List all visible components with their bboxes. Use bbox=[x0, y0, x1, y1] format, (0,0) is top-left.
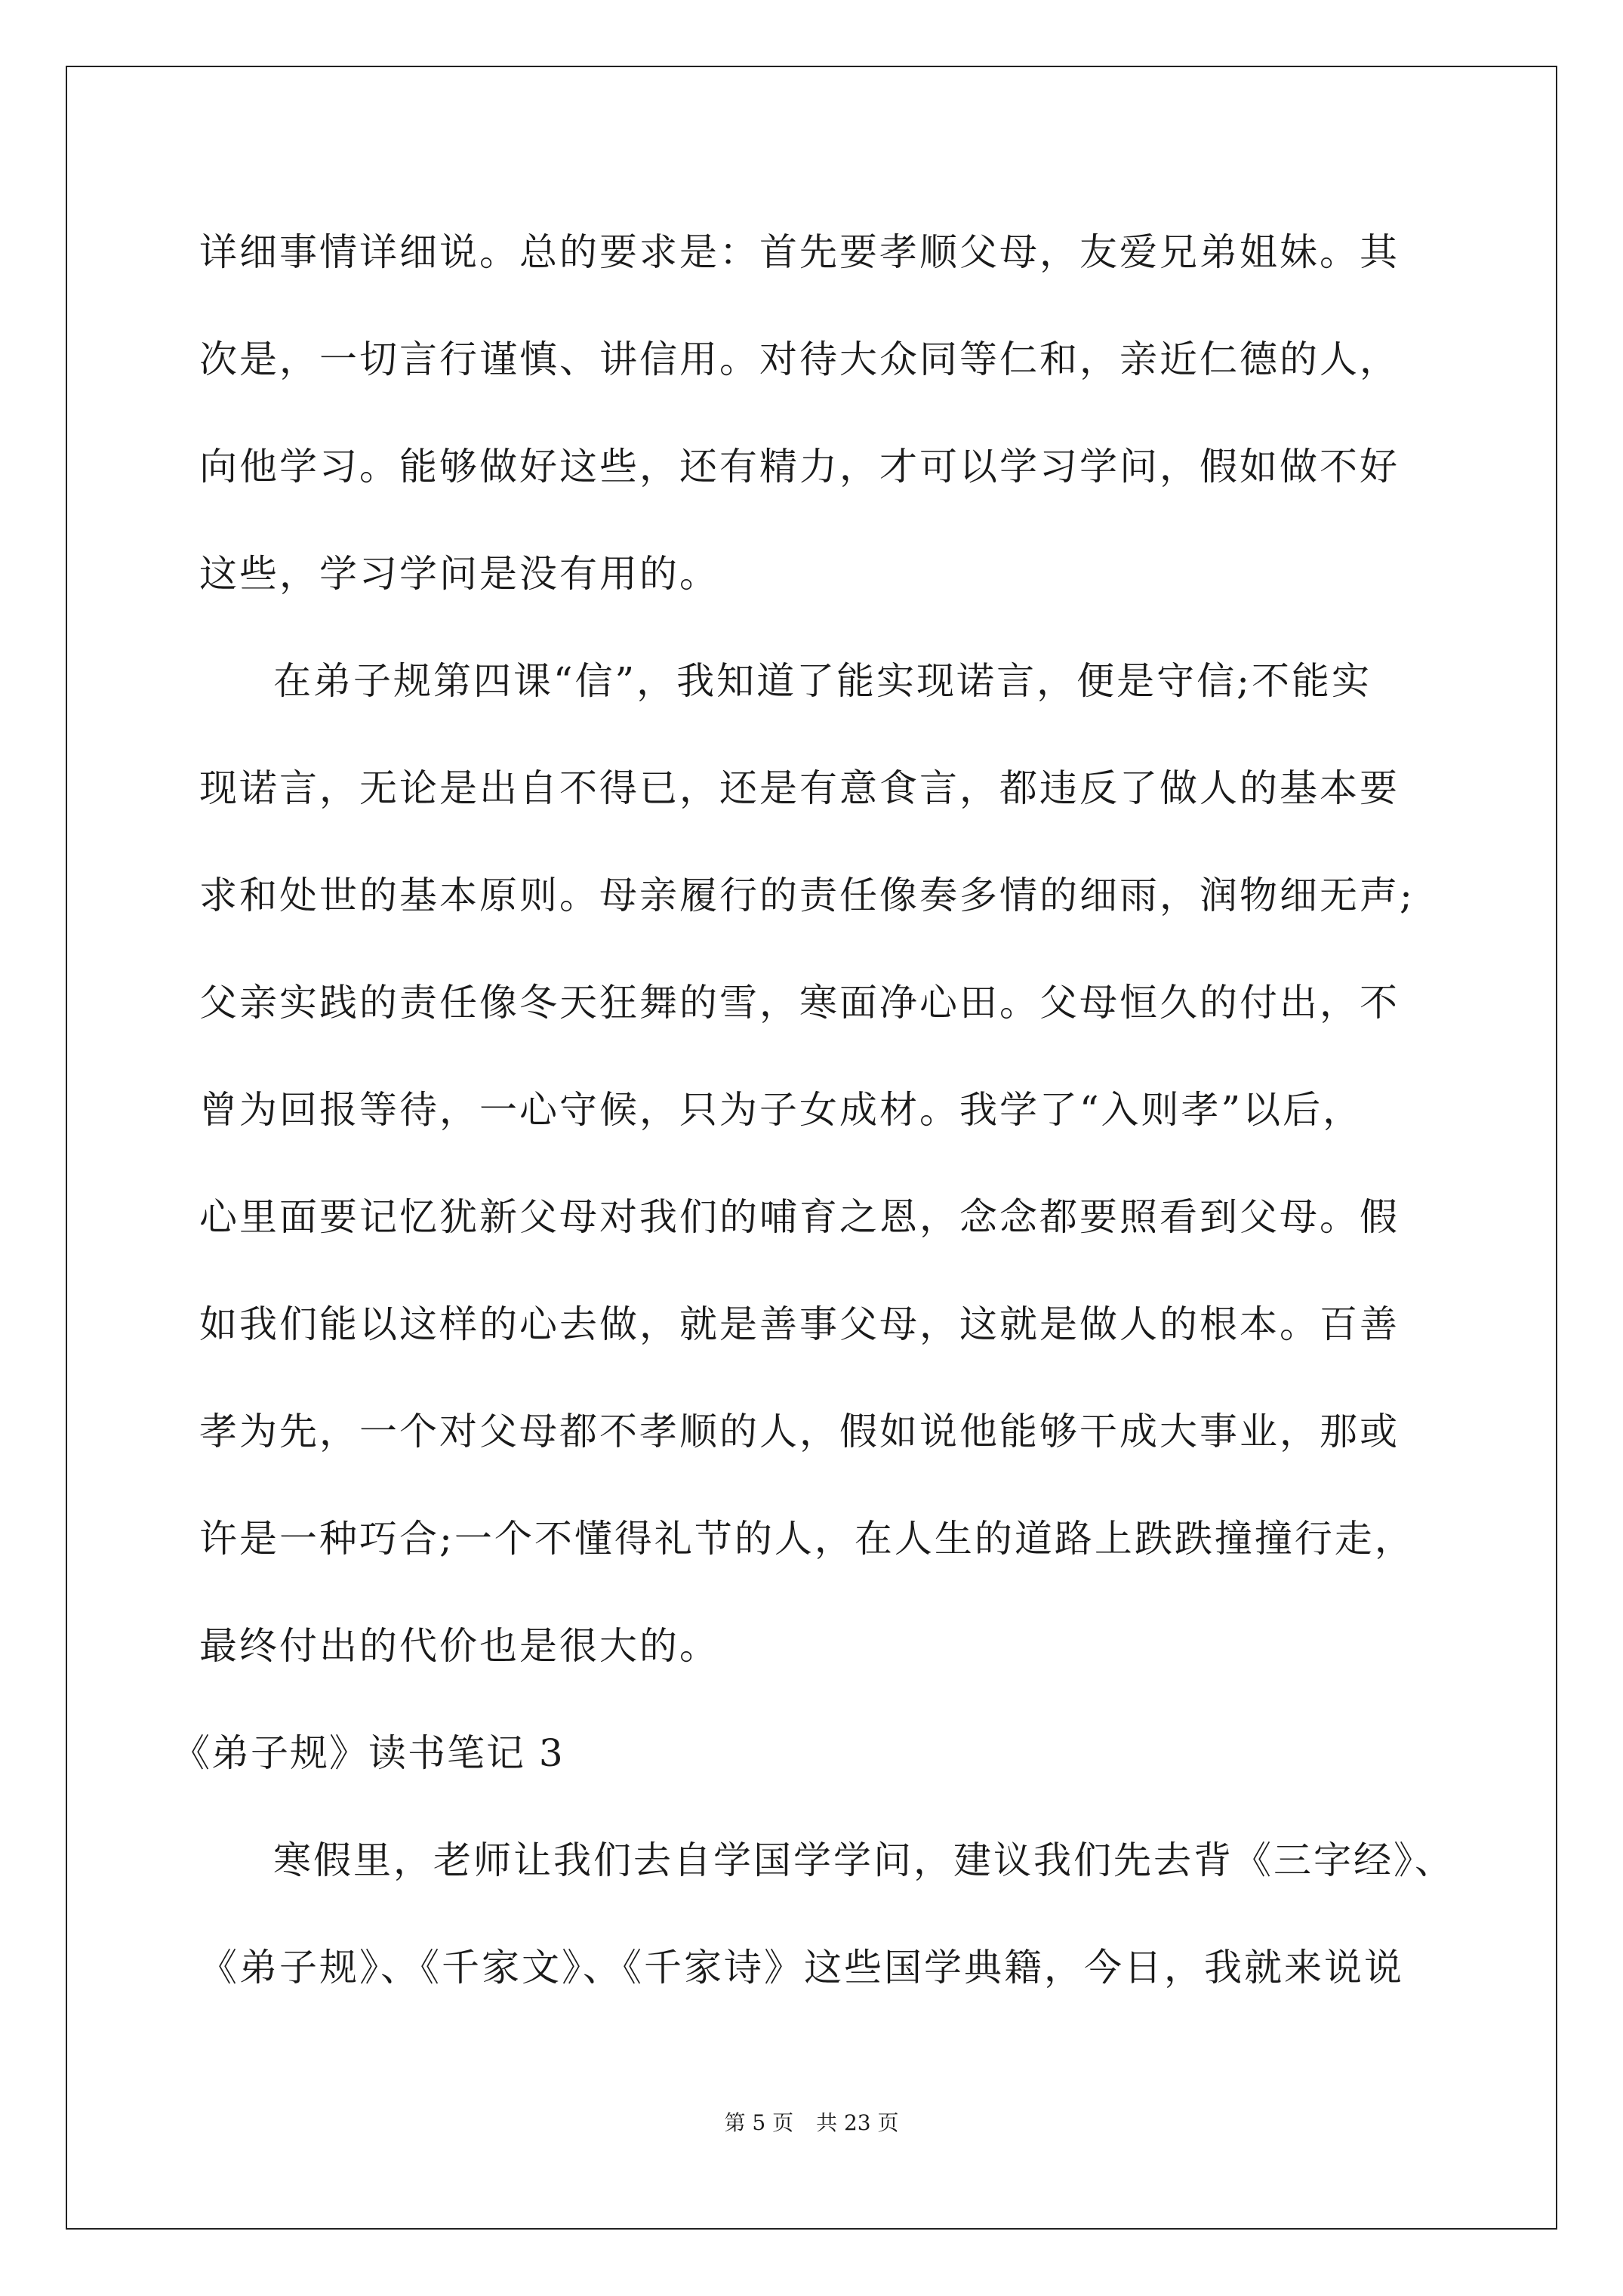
body-line: 详细事情详细说。总的要求是：首先要孝顺父母，友爱兄弟姐妹。其 bbox=[199, 230, 1400, 274]
body-line: 曾为回报等待，一心守候，只为子女成材。我学了“入则孝”以后， bbox=[199, 1088, 1363, 1132]
paragraph-first-line: 在弟子规第四课“信”，我知道了能实现诺言，便是守信;不能实 bbox=[273, 659, 1372, 703]
body-line: 这些，学习学问是没有用的。 bbox=[199, 552, 719, 596]
body-line: 向他学习。能够做好这些，还有精力，才可以学习学问，假如做不好 bbox=[199, 445, 1400, 488]
body-line: 许是一种巧合;一个不懂得礼节的人，在人生的道路上跌跌撞撞行走， bbox=[199, 1517, 1415, 1561]
page-number: 第 5 页 bbox=[724, 2110, 794, 2135]
body-line: 现诺言，无论是出自不得已，还是有意食言，都违反了做人的基本要 bbox=[199, 766, 1400, 810]
body-line: 最终付出的代价也是很大的。 bbox=[199, 1624, 719, 1668]
page-frame bbox=[66, 66, 1557, 2230]
body-line: 父亲实践的责任像冬天狂舞的雪，寒面净心田。父母恒久的付出，不 bbox=[199, 981, 1400, 1025]
section-heading: 《弟子规》读书笔记 3 bbox=[172, 1731, 565, 1775]
body-line: 心里面要记忆犹新父母对我们的哺育之恩，念念都要照看到父母。假 bbox=[199, 1195, 1400, 1239]
body-line: 次是，一切言行谨慎、讲信用。对待大众同等仁和，亲近仁德的人， bbox=[199, 337, 1400, 381]
body-line: 求和处世的基本原则。母亲履行的责任像奏多情的细雨，润物细无声; bbox=[199, 874, 1415, 917]
page-footer bbox=[0, 2110, 1623, 2137]
page-total: 共 23 页 bbox=[816, 2110, 899, 2135]
body-line: 《弟子规》、《千家文》、《千家诗》这些国学典籍，今日，我就来说说 bbox=[199, 1946, 1404, 1989]
body-line: 孝为先，一个对父母都不孝顺的人，假如说他能够干成大事业，那或 bbox=[199, 1410, 1400, 1453]
paragraph-first-line: 寒假里，老师让我们去自学国学学问，建议我们先去背《三字经》、 bbox=[273, 1838, 1455, 1882]
body-line: 如我们能以这样的心去做，就是善事父母，这就是做人的根本。百善 bbox=[199, 1302, 1400, 1346]
